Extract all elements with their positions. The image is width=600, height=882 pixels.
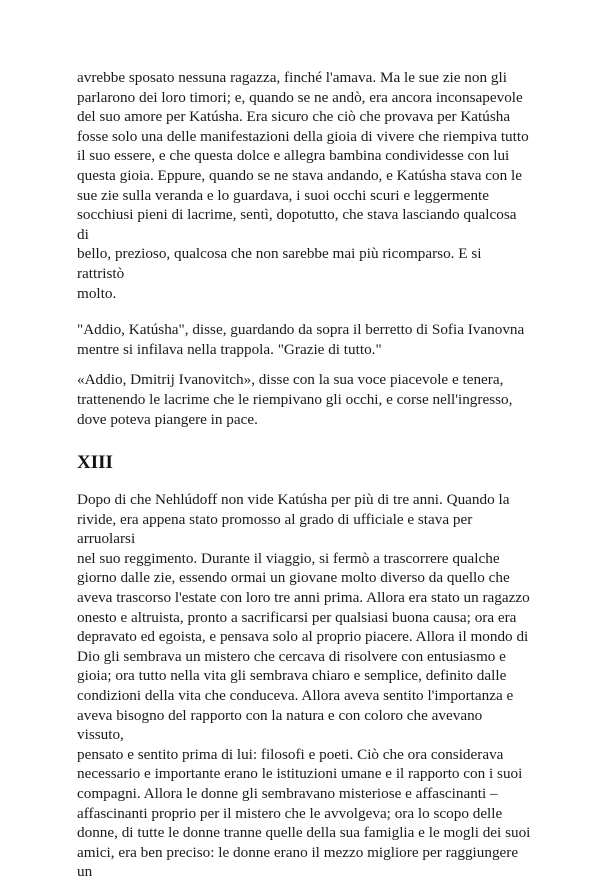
paragraph-farewell-dmitrij: «Addio, Dmitrij Ivanovitch», disse con la sua voce piacevole e tenera, trattenendo le lacrime che le riempivano gli occhi, e corse nell'ingresso, dove poteva piangere in pace. — [77, 371, 513, 428]
document-page — [77, 68, 532, 882]
paragraph-chapter-xiii: Dopo di che Nehlúdoff non vide Katúsha per più di tre anni. Quando la rivide, era appena stato promosso al grado di ufficiale e stava per arruolarsi nel suo reggimento. Durante il viaggio, si fermò a trascorrere qualche giorno dalle zie, essendo ormai un giovane molto diverso da quello che aveva trascorso l'estate con loro tre anni prima. Allora era stato un ragazzo onesto e altruista, pronto a sacrificarsi per qualsiasi buona causa; ora era depravato ed egoista, e pensava solo al proprio piacere. Allora il mondo di Dio gli sembrava un mistero che cercava di risolvere con entusiasmo e gioia; ora tutto nella vita gli sembrava chiaro e semplice, definito dalle condizioni della vita che conduceva. Allora aveva sentito l'importanza e aveva bisogno del rapporto con la natura e con coloro che avevano vissuto, pensato e sentito prima di lui: filosofi e poeti. Ciò che ora considerava necessario e importante erano le istituzioni umane e il rapporto con i suoi compagni. Allora le donne gli sembravano misteriose e affascinanti – affascinanti proprio per il mistero che le avvolgeva; ora lo scopo delle donne, di tutte le donne tranne quelle della sua famiglia e le mogli dei suoi amici, era ben preciso: le donne erano il mezzo migliore per raggiungere un — [77, 491, 531, 881]
paragraph-farewell-katusha: "Addio, Katúsha", disse, guardando da sopra il berretto di Sofia Ivanovna mentre si infilava nella trappola. "Grazie di tutto." — [77, 321, 525, 358]
paragraph-departure: avrebbe sposato nessuna ragazza, finché l'amava. Ma le sue zie non gli parlarono dei loro timori; e, quando se ne andò, era ancora inconsapevole del suo amore per Katúsha. Era sicuro che ciò che provava per Katúsha fosse solo una delle manifestazioni della gioia di vivere che riempiva tutto il suo essere, e che questa dolce e allegra bambina condividesse con lui questa gioia. Eppure, quando se ne stava andando, e Katúsha stava con le sue zie sulla veranda e lo guardava, i suoi occhi scuri e leggermente socchiusi pieni di lacrime, sentì, dopotutto, che stava lasciando qualcosa di bello, prezioso, qualcosa che non sarebbe mai più ricomparso. E si rattristò molto. — [77, 69, 529, 302]
chapter-heading: XIII — [77, 452, 113, 474]
